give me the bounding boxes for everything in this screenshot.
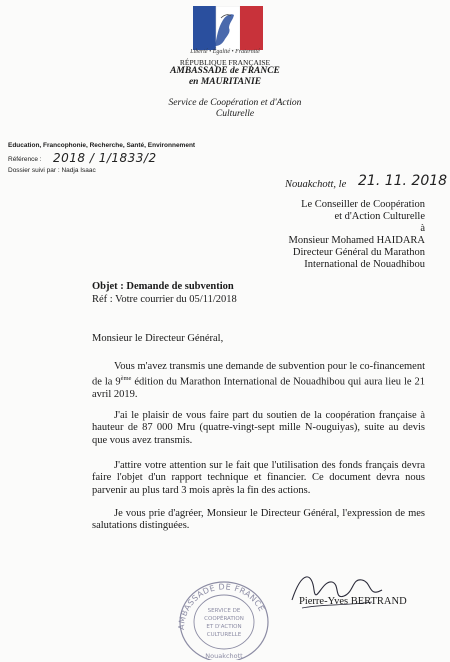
embassy-stamp — [172, 572, 272, 660]
sender-line-2: et d'Action Culturelle — [334, 211, 425, 222]
stamp-line-3: ET D'ACTION — [206, 624, 242, 630]
sender-line-1: Le Conseiller de Coopération — [301, 199, 425, 210]
stamp-line-2: COOPÉRATION — [204, 616, 244, 622]
recipient-title-1: Directeur Général du Marathon — [292, 247, 425, 258]
paragraph-2: J'ai le plaisir de vous faire part du soutien de la coopération française à hauteur de 87 000 Mru (quatre-vingt-sept mille N-ouguiyas), suite au devis que vous avez transmis. — [92, 410, 425, 446]
marianne-logo — [193, 6, 263, 50]
reference-value: 2018 / 1/1833/2 — [53, 151, 157, 165]
recipient-title-2: International de Nouadhibou — [304, 259, 425, 270]
recipient-a: à — [420, 223, 425, 234]
paragraph-1 — [92, 361, 425, 402]
embassy-line-2: en MAURITANIE — [188, 77, 262, 87]
department-line: Education, Francophonie, Recherche, Santé, Environnement — [8, 142, 196, 149]
service-line-1: Service de Coopération et d'Action — [168, 98, 302, 108]
subject-objet: Objet : Demande de subvention — [92, 281, 234, 292]
paragraph-1-start: Vous m'avez transmis une demande de subvention pour le co-financement de la 9 — [92, 361, 425, 388]
reference-label: Référence : — [8, 156, 42, 163]
stamp-bottom: Nouakchott — [205, 652, 243, 660]
place-prefix: Nouakchott, le — [285, 179, 347, 190]
paragraph-3: J'attire votre attention sur le fait que l'utilisation des fonds français devra faire l'objet d'un rapport technique et financier. Ce document devra nous parvenir au plus tard 3 mois après la fin des actions. — [92, 460, 425, 496]
paragraph-1-end: édition du Marathon International de Nouadhibou qui aura lieu le 21 avril 2019. — [92, 376, 425, 401]
republic-line: RÉPUBLIQUE FRANÇAISE — [179, 58, 271, 67]
followed-by: Dossier suivi par : Nadja Isaac — [8, 167, 96, 174]
recipient-name: Monsieur Mohamed HAIDARA — [288, 235, 425, 246]
embassy-line-1: AMBASSADE de FRANCE — [170, 66, 280, 76]
motto: Liberté • Égalité • Fraternité — [190, 49, 260, 55]
handwritten-signature — [282, 560, 392, 620]
subject-ref: Réf : Votre courrier du 05/11/2018 — [92, 294, 237, 305]
letter-date: 21. 11. 2018 — [358, 173, 448, 189]
stamp-line-4: CULTURELLE — [206, 632, 242, 638]
stamp-line-1: SERVICE DE — [207, 608, 241, 614]
signatory-name: Pierre-Yves BERTRAND — [299, 596, 407, 607]
service-line-2: Culturelle — [215, 109, 255, 119]
paragraph-4: Je vous prie d'agréer, Monsieur le Directeur Général, l'expression de mes salutations distinguées. — [92, 508, 425, 532]
paragraph-1-sup: ème — [120, 375, 132, 383]
salutation: Monsieur le Directeur Général, — [92, 333, 224, 344]
stamp-ring-text: AMBASSADE DE FRANCE — [176, 582, 267, 631]
svg-text:AMBASSADE DE FRANCE — [177, 582, 266, 630]
